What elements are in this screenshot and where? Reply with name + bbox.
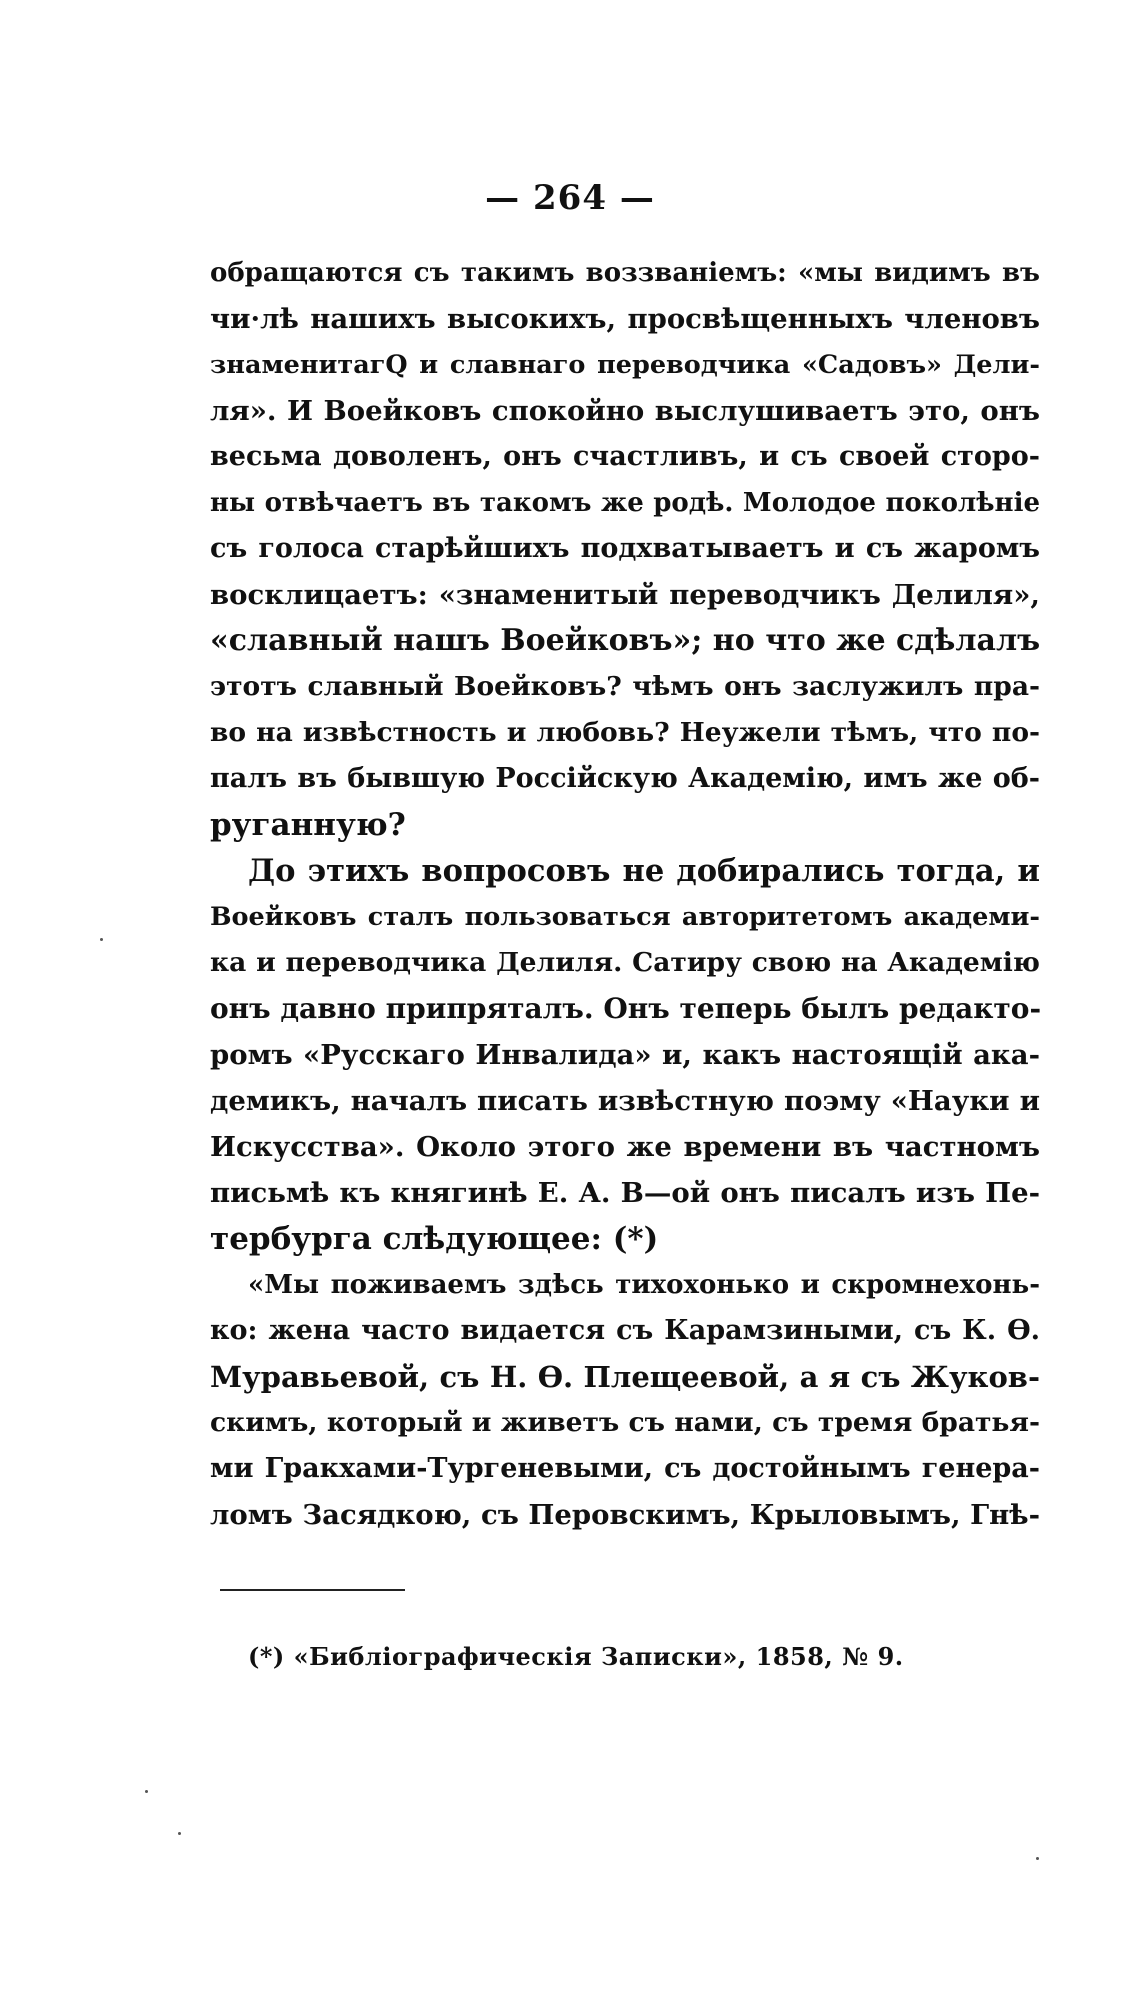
text-line: ны отвѣчаетъ въ такомъ же родѣ. Молодое поколѣніе: [210, 488, 1040, 518]
page-number: — 264 —: [485, 178, 655, 218]
text-line: Муравьевой, съ Н. Ѳ. Плещеевой, а я съ Жуков-: [210, 1360, 1040, 1394]
text-line: До этихъ вопросовъ не добирались тогда, и: [248, 853, 1040, 889]
text-line: ко: жена часто видается съ Карамзиными, съ К. Ѳ.: [210, 1315, 1040, 1346]
paragraph-3: [210, 1262, 1040, 1538]
text-line: восклицаетъ: «знаменитый переводчикъ Делиля»,: [210, 579, 1040, 611]
text-line: знаменитагQ и славнаго переводчика «Садовъ» Дели-: [210, 350, 1040, 380]
text-line: ломъ Засядкою, съ Перовскимъ, Крыловымъ, Гнѣ-: [210, 1499, 1040, 1531]
paragraph-1: [210, 250, 1040, 848]
text-line: ми Гракхами-Тургеневыми, съ достойнымъ генера-: [210, 1453, 1040, 1484]
scan-speck: [100, 938, 103, 941]
text-line: ка и переводчика Делиля. Сатиру свою на Академію: [210, 947, 1040, 978]
text-line: чи·лѣ нашихъ высокихъ, просвѣщенныхъ членовъ: [210, 303, 1040, 335]
text-line: онъ давно припряталъ. Онъ теперь былъ редакто-: [210, 992, 1042, 1025]
text-line: Воейковъ сталъ пользоваться авторитетомъ академи-: [210, 902, 1040, 932]
text-line: «славный нашъ Воейковъ»; но что же сдѣлалъ: [210, 623, 1041, 658]
text-line: «Мы поживаемъ здѣсь тихохонько и скромнехонь-: [248, 1270, 1040, 1300]
text-line: Искусства». Около этого же времени въ частномъ: [210, 1131, 1040, 1163]
text-line: письмѣ къ княгинѣ Е. А. В—ой онъ писалъ изъ Пе-: [210, 1177, 1040, 1209]
text-line: руганную?: [210, 807, 406, 843]
text-line: съ голоса старѣйшихъ подхватываетъ и съ жаромъ: [210, 533, 1040, 564]
scan-speck: [1036, 1857, 1039, 1860]
text-line: весьма доволенъ, онъ счастливъ, и съ своей сторо-: [210, 441, 1040, 472]
text-line: демикъ, началъ писать извѣстную поэму «Науки и: [210, 1085, 1040, 1117]
text-line: во на извѣстность и любовь? Неужели тѣмъ, что по-: [210, 717, 1040, 748]
footnote-divider: [220, 1589, 405, 1591]
scan-speck: [145, 1790, 148, 1793]
footnote: (*) «Библіографическія Записки», 1858, № 9.: [248, 1642, 904, 1671]
paragraph-2: [210, 848, 1040, 1262]
text-line: ля». И Воейковъ спокойно выслушиваетъ это, онъ: [210, 395, 1040, 427]
text-line: ромъ «Русскаго Инвалида» и, какъ настоящій ака-: [210, 1039, 1040, 1071]
text-line: скимъ, который и живетъ съ нами, съ тремя братья-: [210, 1407, 1040, 1438]
text-line: тербурга слѣдующее: (*): [210, 1221, 659, 1257]
scan-speck: [178, 1832, 181, 1835]
text-line: обращаются съ такимъ воззваніемъ: «мы видимъ въ: [210, 258, 1040, 288]
text-line: этотъ славный Воейковъ? чѣмъ онъ заслужилъ пра-: [210, 671, 1040, 702]
body-text: [210, 250, 1040, 1538]
text-line: палъ въ бывшую Россійскую Академію, имъ же об-: [210, 763, 1040, 794]
